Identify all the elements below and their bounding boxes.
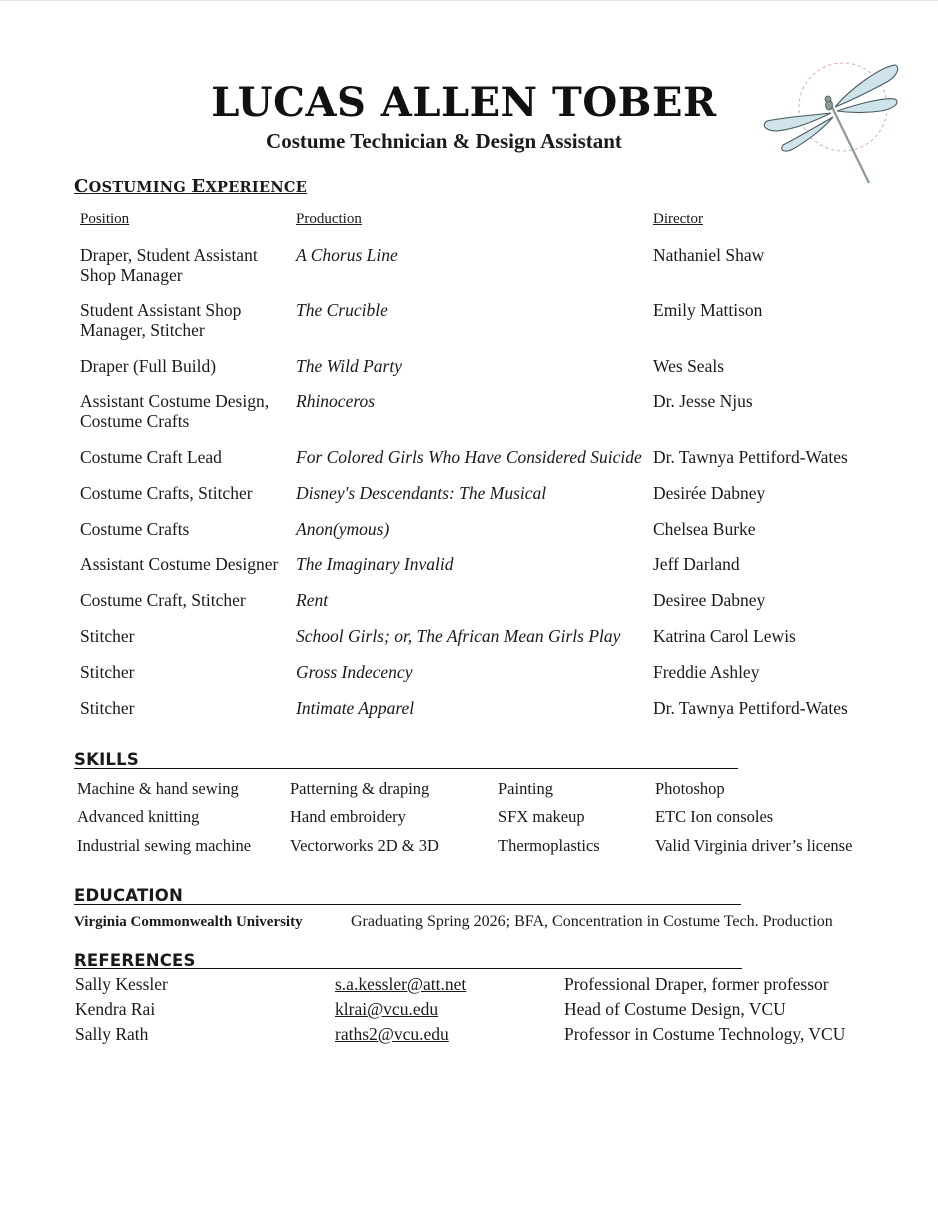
column-header-production: Production [296,211,362,227]
reference-role: Head of Costume Design, VCU [564,999,786,1019]
director-cell: Wes Seals [653,356,725,376]
production-cell: The Imaginary Invalid [296,554,454,574]
resume-title: Costume Technician & Design Assistant [266,129,622,153]
director-cell: Emily Mattison [653,300,763,320]
position-cell: Draper (Full Build) [80,356,217,376]
skill-item: Painting [498,779,554,798]
skill-item: Photoshop [655,779,725,798]
position-cell: Costume Crafts, Stitcher [80,483,253,503]
skill-item: SFX makeup [498,807,585,826]
director-cell: Katrina Carol Lewis [653,626,796,646]
position-cell: Draper, Student Assistant Shop Manager [80,245,258,285]
director-cell: Desirée Dabney [653,483,766,503]
skill-item: ETC Ion consoles [655,807,774,826]
skill-item: Vectorworks 2D & 3D [290,836,439,855]
director-cell: Dr. Tawnya Pettiford-Wates [653,698,848,718]
skills-heading: SKILLS [74,750,139,769]
reference-role: Professional Draper, former professor [564,974,829,994]
position-cell: Stitcher [80,698,135,718]
position-cell: Stitcher [80,662,135,682]
education-school: Virginia Commonwealth University [74,914,303,930]
position-cell: Assistant Costume Designer [80,554,279,574]
director-cell: Desiree Dabney [653,590,766,610]
position-cell: Assistant Costume Design, Costume Crafts [80,391,270,431]
column-header-position: Position [80,211,130,227]
column-header-director: Director [653,211,703,227]
position-cell: Costume Crafts [80,519,190,539]
production-cell: Rent [296,590,329,610]
director-cell: Chelsea Burke [653,519,756,539]
education-heading: EDUCATION [74,886,183,905]
skill-item: Hand embroidery [290,807,406,826]
skill-item: Patterning & draping [290,779,430,798]
production-cell: For Colored Girls Who Have Considered Suicide [296,447,642,467]
position-cell: Stitcher [80,626,135,646]
references-heading: REFERENCES [74,951,196,970]
position-cell: Costume Craft, Stitcher [80,590,246,610]
director-cell: Nathaniel Shaw [653,245,765,265]
education-divider [74,904,741,905]
production-cell: School Girls; or, The African Mean Girls Play [296,626,621,646]
director-cell: Jeff Darland [653,554,740,574]
director-cell: Dr. Jesse Njus [653,391,753,411]
production-cell: A Chorus Line [296,245,398,265]
skill-item: Thermoplastics [498,836,600,855]
references-divider [74,968,742,969]
dragonfly-needle-icon [755,59,905,189]
production-cell: Anon(ymous) [296,519,390,539]
production-cell: The Wild Party [296,356,402,376]
production-cell: Disney's Descendants: The Musical [296,483,547,503]
skill-item: Valid Virginia driver’s license [655,836,853,855]
skill-item: Machine & hand sewing [77,779,239,798]
reference-name: Sally Rath [75,1024,149,1044]
reference-email-link[interactable]: raths2@vcu.edu [335,1024,449,1044]
position-cell: Costume Craft Lead [80,447,222,467]
director-cell: Freddie Ashley [653,662,760,682]
production-cell: Gross Indecency [296,662,413,682]
production-cell: The Crucible [296,300,388,320]
reference-name: Sally Kessler [75,974,168,994]
education-detail: Graduating Spring 2026; BFA, Concentration in Costume Tech. Production [351,913,833,930]
resume-name: LUCAS ALLEN TOBER [211,79,717,126]
production-cell: Rhinoceros [296,391,376,411]
reference-email-link[interactable]: s.a.kessler@att.net [335,974,467,994]
position-cell: Student Assistant Shop Manager, Stitcher [80,300,242,340]
director-cell: Dr. Tawnya Pettiford-Wates [653,447,848,467]
reference-email-link[interactable]: klrai@vcu.edu [335,999,439,1019]
skills-divider [74,768,738,769]
skill-item: Industrial sewing machine [77,836,252,855]
reference-name: Kendra Rai [75,999,156,1019]
reference-role: Professor in Costume Technology, VCU [564,1024,846,1044]
experience-heading: COSTUMING EXPERIENCE [74,176,308,197]
skill-item: Advanced knitting [77,807,200,826]
production-cell: Intimate Apparel [296,698,415,718]
